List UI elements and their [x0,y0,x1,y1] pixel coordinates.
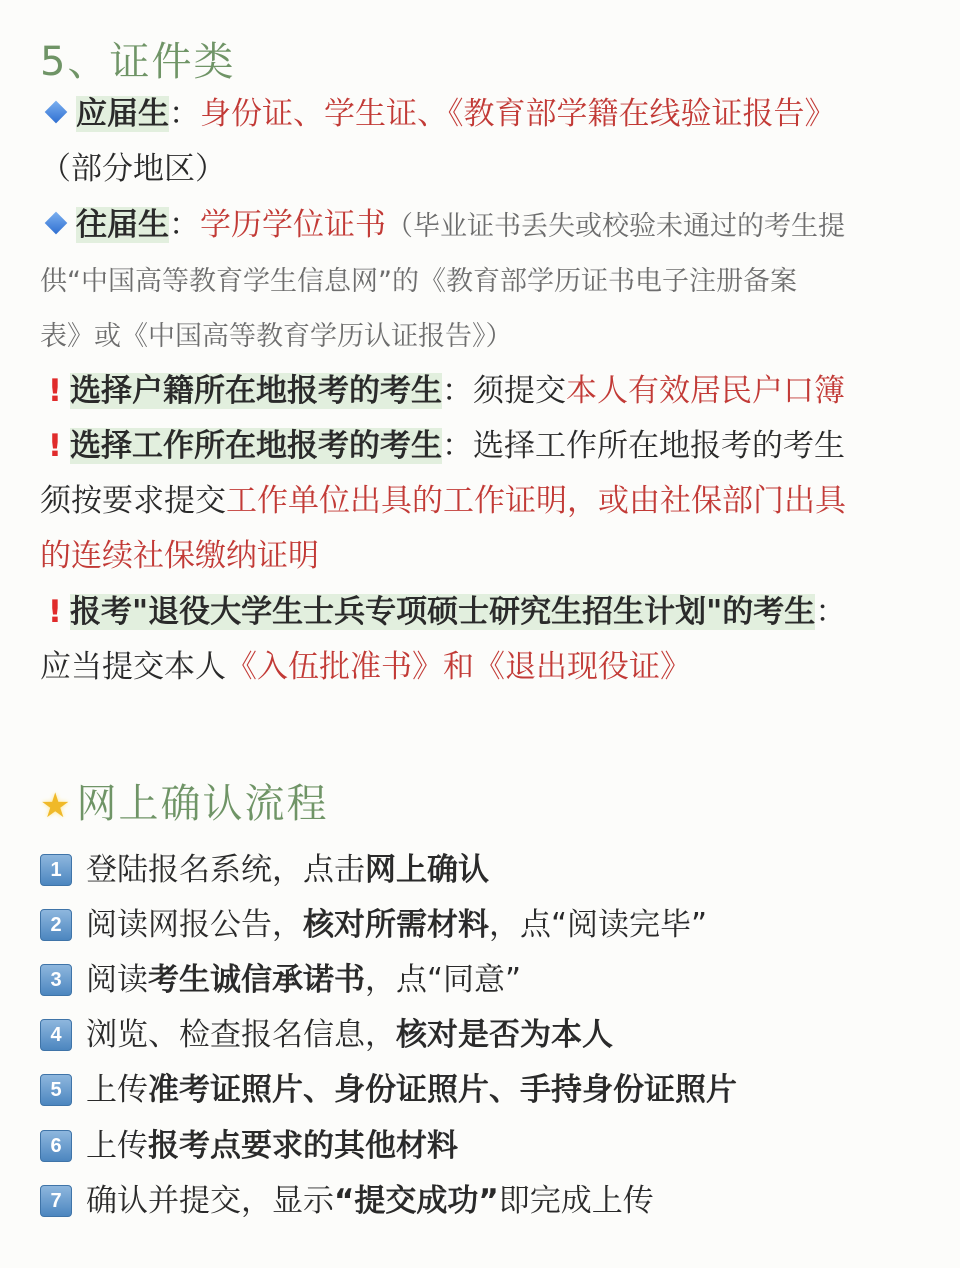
section-title: 5、证件类 [40,39,236,85]
step-item: 7 确认并提交，显示“提交成功”即完成上传 [40,1181,940,1221]
step-item: 2 阅读网报公告，核对所需材料，点“阅读完毕” [40,905,940,945]
online-confirm-title: 网上确认流程 [76,781,329,827]
keycap-3-icon: 3 [40,964,72,996]
past-graduate-label: 往届生 [76,207,169,243]
fresh-graduate-docs: 身份证、学生证、《教育部学籍在线验证报告》 [200,96,836,132]
household-label: 选择户籍所在地报考的考生 [70,373,442,409]
veteran-doc-1: 《入伍批准书》 [226,649,443,685]
fresh-graduate-label: 应届生 [76,96,169,132]
household-docs: 本人有效居民户口簿 [566,373,845,409]
keycap-2-icon: 2 [40,909,72,941]
past-graduate-note-3: 表》或《中国高等教育学历认证报告》） [40,321,513,352]
veteran-doc-2: 《退出现役证》 [474,649,691,685]
exclamation-icon: ! [47,373,63,409]
past-graduate-docs: 学历学位证书 [200,207,386,243]
keycap-6-icon: 6 [40,1130,72,1162]
step-item: 5 上传准考证照片、身份证照片、手持身份证照片 [40,1070,940,1110]
work-line-2: 须按要求提交工作单位出具的工作证明，或由社保部门出具 [40,483,846,519]
past-graduate-note: （毕业证书丢失或校验未通过的考生提 [386,211,845,242]
veteran-line-2: 应当提交本人《入伍批准书》和《退出现役证》 [40,649,691,685]
blue-diamond-icon [45,212,68,235]
exclamation-icon: ! [47,428,63,464]
past-graduate-line: 往届生：学历学位证书（毕业证书丢失或校验未通过的考生提 [40,205,940,247]
step-item: 1 登陆报名系统，点击网上确认 [40,850,940,890]
household-line: ! 选择户籍所在地报考的考生：须提交本人有效居民户口簿 [40,371,940,411]
keycap-4-icon: 4 [40,1019,72,1051]
work-line: ! 选择工作所在地报考的考生：选择工作所在地报考的考生 [40,426,940,466]
fresh-graduate-line: 应届生：身份证、学生证、《教育部学籍在线验证报告》 [40,94,940,134]
work-docs: 工作单位出具的工作证明，或由社保部门出具 [226,483,846,519]
glowing-star-icon: ★ [40,786,73,826]
step-item: 6 上传报考点要求的其他材料 [40,1126,940,1166]
keycap-5-icon: 5 [40,1074,72,1106]
step-item: 3 阅读考生诚信承诺书，点“同意” [40,960,940,1000]
veteran-line: ! 报考"退役大学生士兵专项硕士研究生招生计划"的考生： [40,592,940,632]
fresh-graduate-note: （部分地区） [40,151,226,187]
work-label: 选择工作所在地报考的考生 [70,428,442,464]
past-graduate-note-2: 供“中国高等教育学生信息网”的《教育部学历证书电子注册备案 [40,266,797,297]
work-docs-2: 的连续社保缴纳证明 [40,538,319,574]
online-confirm-title-row [40,772,328,829]
keycap-1-icon: 1 [40,854,72,886]
step-item: 4 浏览、检查报名信息，核对是否为本人 [40,1015,940,1055]
blue-diamond-icon [45,101,68,124]
keycap-7-icon: 7 [40,1185,72,1217]
veteran-label: 报考"退役大学生士兵专项硕士研究生招生计划"的考生 [70,594,816,630]
exclamation-icon: ! [47,594,63,630]
